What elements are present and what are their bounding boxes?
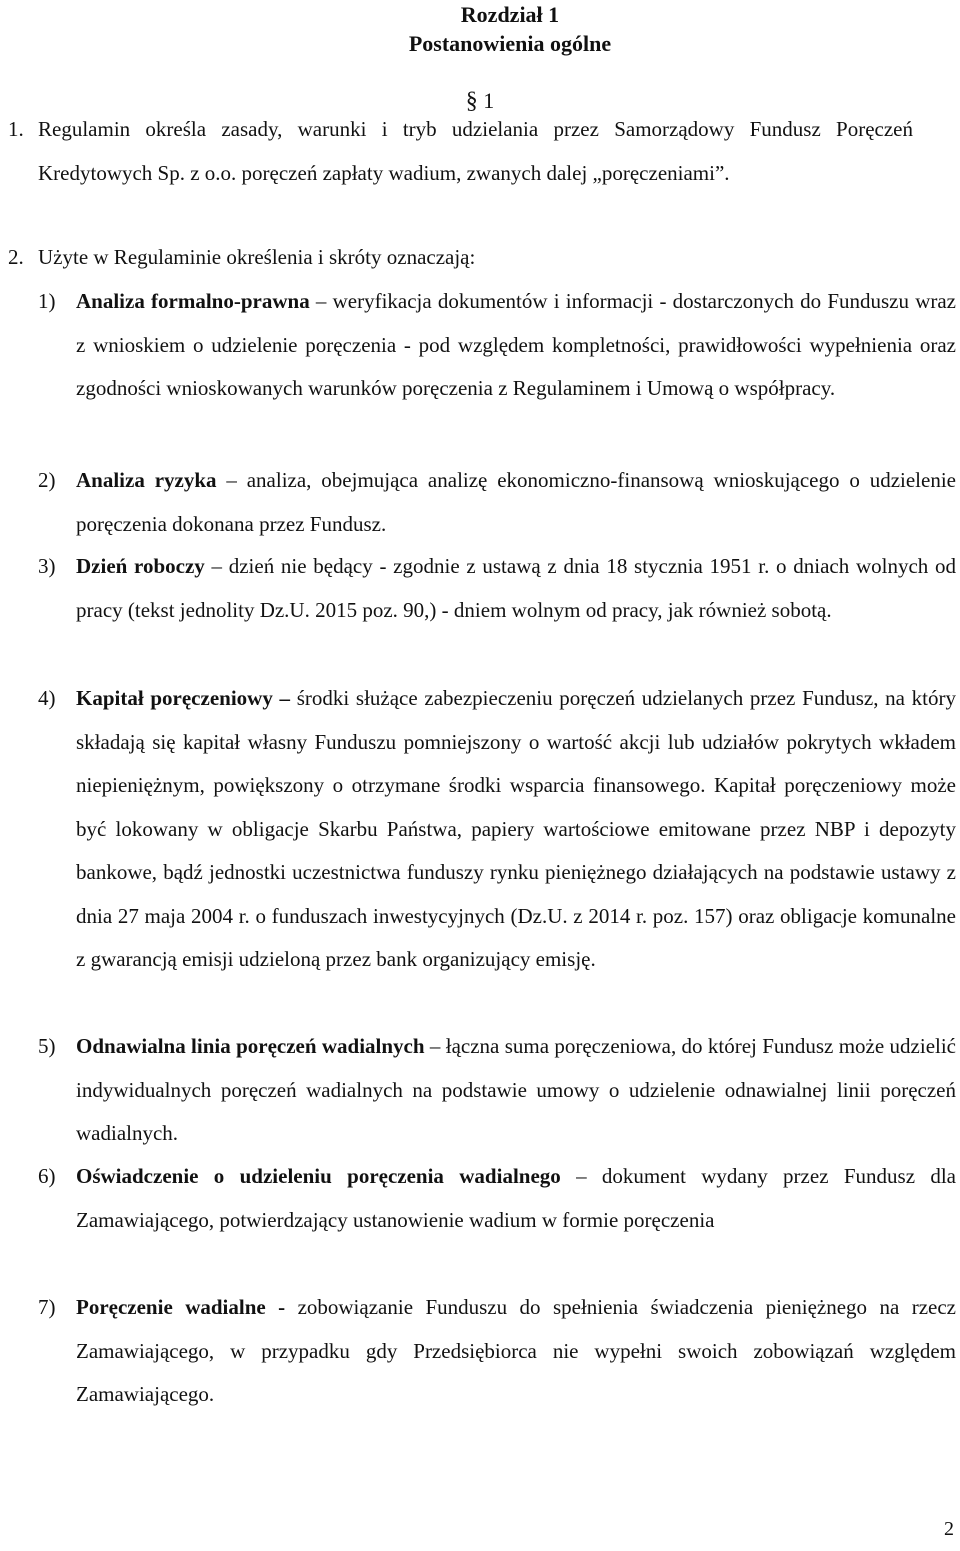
definition-7-term: Poręczenie wadialne - [76, 1295, 286, 1319]
definition-3-number: 3) [38, 554, 56, 578]
definition-1 [76, 280, 956, 411]
definition-6 [76, 1155, 956, 1242]
chapter-subtitle: Postanowienia ogólne [408, 31, 612, 56]
definition-3-term: Dzień roboczy [76, 554, 205, 578]
definition-6-number: 6) [38, 1164, 56, 1188]
section-number: 1 [483, 88, 495, 113]
definition-7 [76, 1286, 956, 1417]
definition-6-text: – dokument wydany przez Fundusz dla Zamawiającego, potwierdzający ustanowienie wadium w formie poręczenia [76, 1164, 956, 1232]
point-1-text: Regulamin określa zasady, warunki i tryb udzielania przez Samorządowy Fundusz Poręczeń Kredytowych Sp. z o.o. poręczeń zapłaty wadium, zwanych dalej „poręczeniami”. [38, 117, 913, 185]
definition-7-number: 7) [38, 1295, 56, 1319]
point-1-number: 1. [8, 117, 24, 141]
point-2-number: 2. [8, 245, 24, 269]
definition-2-text: – analiza, obejmująca analizę ekonomiczno-finansową wnioskującego o udzielenie poręczenia dokonana przez Fundusz. [76, 468, 956, 536]
definition-1-number: 1) [38, 289, 56, 313]
definition-7-text: zobowiązanie Funduszu do spełnienia świadczenia pieniężnego na rzecz Zamawiającego, w przypadku gdy Przedsiębiorca nie wypełni swoich zobowiązań względem Zamawiającego. [76, 1295, 956, 1406]
definition-4-text: środki służące zabezpieczeniu poręczeń udzielanych przez Fundusz, na który składają się kapitał własny Funduszu pomniejszony o wartość akcji lub udziałów pokrytych wkładem niepieniężnym, powiększony o otrzymane środki wsparcia finansowego. Kapitał poręczeniowy może być lokowany w obligacje Skarbu Państwa, papiery wartościowe emitowane przez NBP i depozyty bankowe, bądź jednostki uczestnictwa funduszy rynku pieniężnego działających na podstawie ustawy z dnia 27 maja 2004 r. o funduszach inwestycyjnych (Dz.U. z 2014 r. poz. 157) oraz obligacje komunalne z gwarancją emisji udzieloną przez bank organizujący emisję. [76, 686, 957, 971]
definition-1-text: – weryfikacja dokumentów i informacji - dostarczonych do Funduszu wraz z wnioskiem o udzielenie poręczenia - pod względem kompletności, prawidłowości wypełnienia oraz zgodności wnioskowanych warunków poręczenia z Regulaminem i Umową o współpracy. [76, 289, 957, 400]
definition-5 [76, 1025, 956, 1156]
section-symbol: § [465, 88, 478, 114]
definition-1-term: Analiza formalno-prawna [76, 289, 310, 313]
definition-4-number: 4) [38, 686, 56, 710]
definition-5-number: 5) [38, 1034, 56, 1058]
definition-2-term: Analiza ryzyka [76, 468, 217, 492]
definition-5-text: – łączna suma poręczeniowa, do której Fundusz może udzielić indywidualnych poręczeń wadialnych na podstawie umowy o udzielenie odnawialnej linii poręczeń wadialnych. [76, 1034, 956, 1145]
chapter-title: Rozdział 1 [460, 2, 560, 27]
definition-2 [76, 459, 956, 546]
definition-2-number: 2) [38, 468, 56, 492]
point-2-text: Użyte w Regulaminie określenia i skróty oznaczają: [38, 245, 476, 269]
definition-4-term: Kapitał poręczeniowy – [76, 686, 291, 710]
definition-3-text: – dzień nie będący - zgodnie z ustawą z dnia 18 stycznia 1951 r. o dniach wolnych od pracy (tekst jednolity Dz.U. 2015 poz. 90,) - dniem wolnym od pracy, jak również sobotą. [76, 554, 956, 622]
page-number: 2 [944, 1518, 954, 1540]
definition-5-term: Odnawialna linia poręczeń wadialnych [76, 1034, 425, 1058]
definition-6-term: Oświadczenie o udzieleniu poręczenia wadialnego [76, 1164, 561, 1188]
definition-3 [76, 545, 956, 632]
definition-4 [76, 677, 956, 982]
